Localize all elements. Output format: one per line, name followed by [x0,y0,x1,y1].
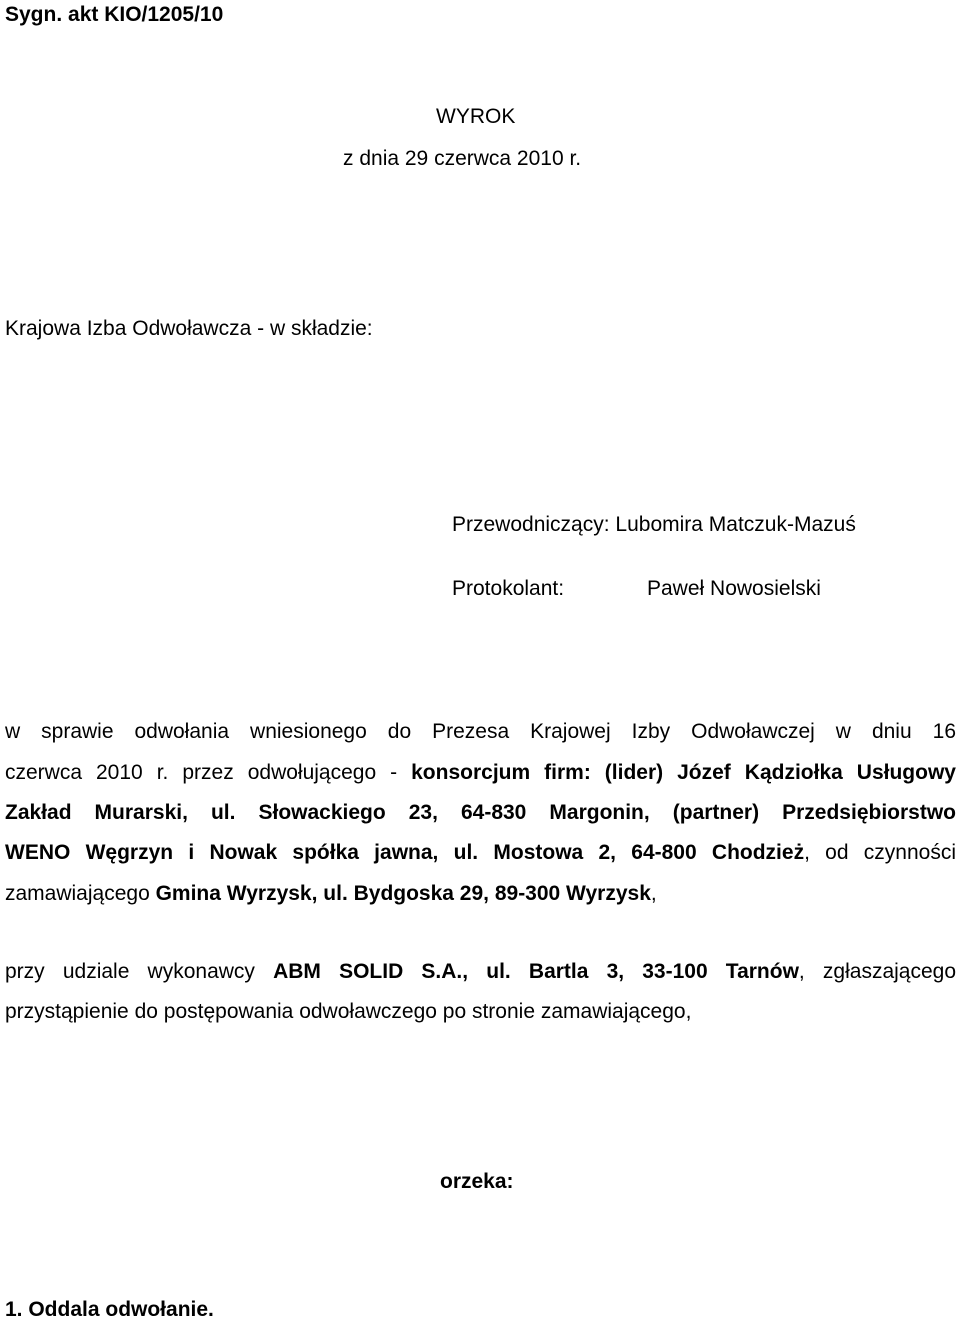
ruling-heading: orzeka: [440,1170,514,1193]
appeal-line-5 [5,881,657,907]
appeal-line-1: w sprawie odwołania wniesionego do Prezesa Krajowej Izby Odwoławczej w dniu 16 [5,720,956,743]
appeal-line-4 [5,840,956,866]
appellant-name-part-1: konsorcjum firm: (lider) Józef Kądziołka Usługowy [411,761,956,784]
appeal-line-4-plain: , od czynności [804,841,956,864]
document-title: WYROK [436,105,516,128]
participant-name: ABM SOLID S.A., ul. Bartla 3, 33-100 Tarnów [273,960,799,983]
chair-name: Lubomira Matczuk-Mazuś [615,513,856,536]
document-date: z dnia 29 czerwca 2010 r. [343,147,582,170]
chair-row [452,512,856,538]
clerk-name: Paweł Nowosielski [647,577,821,600]
participant-line-2: przystąpienie do postępowania odwoławczego po stronie zamawiającego, [5,1000,692,1023]
panel-intro: Krajowa Izba Odwoławcza - w składzie: [5,317,373,340]
appellant-name-part-3: WENO Węgrzyn i Nowak spółka jawna, ul. Mostowa 2, 64-800 Chodzież [5,841,805,864]
appellant-name-part-2: Zakład Murarski, ul. Słowackiego 23, 64-830 Margonin, (partner) Przedsiębiorstwo [5,801,956,824]
participant-line-1 [5,959,956,985]
appeal-line-5-end: , [650,882,657,905]
participant-line-1-plain-b: , zgłaszającego [798,960,957,983]
clerk-label: Protokolant: [452,577,565,600]
appeal-line-5-plain: zamawiającego [5,882,150,905]
case-reference: Sygn. akt KIO/1205/10 [5,3,224,26]
ruling-point-1: 1. Oddala odwołanie. [5,1298,214,1321]
contracting-authority: Gmina Wyrzysk, ul. Bydgoska 29, 89-300 Wyrzysk [155,882,651,905]
appeal-line-2 [5,760,956,786]
chair-label: Przewodniczący: [452,513,610,536]
participant-line-1-plain-a: przy udziale wykonawcy [5,960,255,983]
appeal-line-2-plain: czerwca 2010 r. przez odwołującego - [5,761,398,784]
